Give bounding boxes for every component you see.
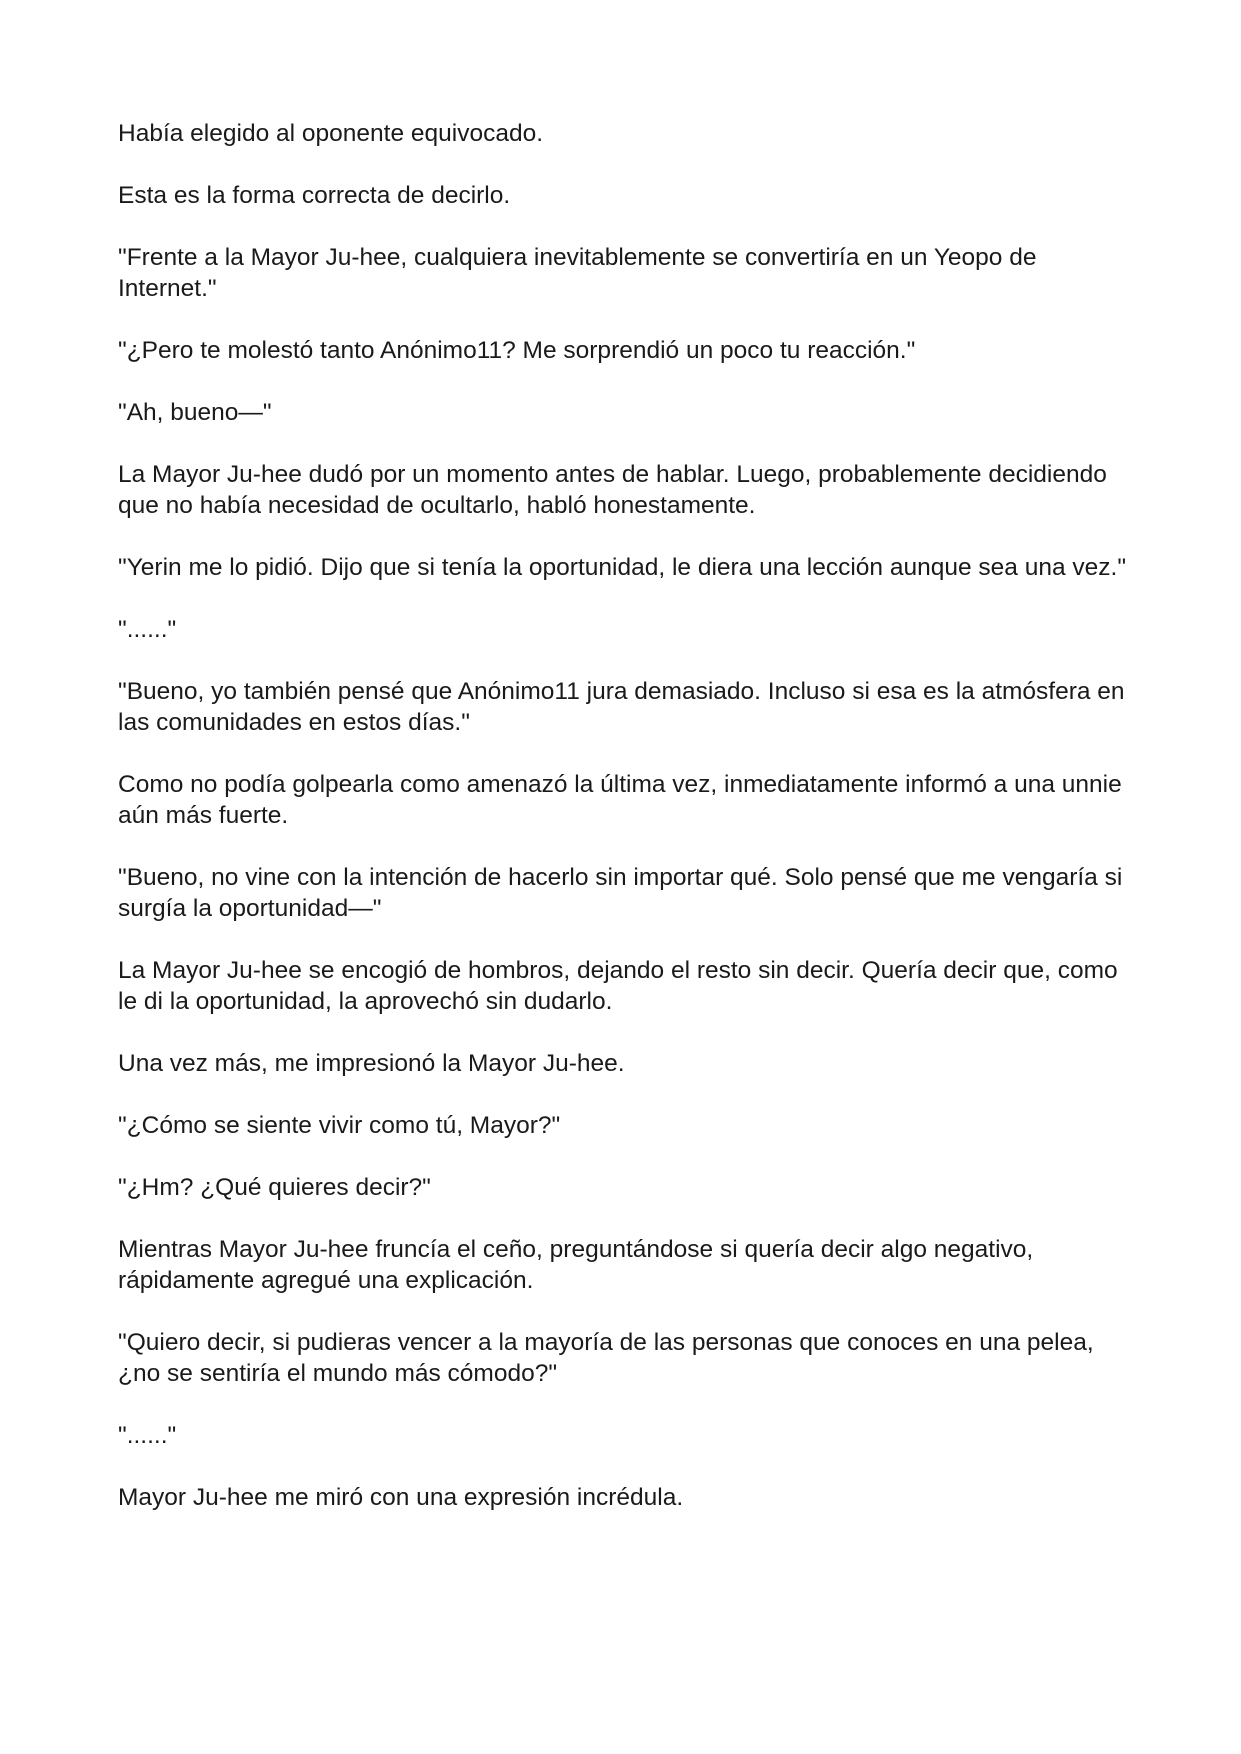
paragraph: "¿Cómo se siente vivir como tú, Mayor?" bbox=[118, 1112, 561, 1139]
paragraph: Como no podía golpearla como amenazó la última vez, inmediatamente informó a una unnie aún más fuerte. bbox=[118, 771, 1122, 829]
paragraph: La Mayor Ju-hee se encogió de hombros, dejando el resto sin decir. Quería decir que, como le di la oportunidad, la aprovechó sin dudarlo. bbox=[118, 957, 1118, 1015]
paragraph: La Mayor Ju-hee dudó por un momento antes de hablar. Luego, probablemente decidiendo que no había necesidad de ocultarlo, habló honestamente. bbox=[118, 461, 1107, 519]
body-text bbox=[118, 118, 1138, 1544]
paragraph: Mientras Mayor Ju-hee fruncía el ceño, preguntándose si quería decir algo negativo, rápidamente agregué una explicación. bbox=[118, 1236, 1034, 1294]
paragraph: "Yerin me lo pidió. Dijo que si tenía la oportunidad, le diera una lección aunque sea una vez." bbox=[118, 554, 1127, 581]
paragraph: "Frente a la Mayor Ju-hee, cualquiera inevitablemente se convertiría en un Yeopo de Internet." bbox=[118, 244, 1037, 302]
paragraph: Mayor Ju-hee me miró con una expresión incrédula. bbox=[118, 1484, 684, 1511]
paragraph: "Bueno, no vine con la intención de hacerlo sin importar qué. Solo pensé que me vengaría si surgía la oportunidad—" bbox=[118, 864, 1123, 922]
paragraph: Esta es la forma correcta de decirlo. bbox=[118, 182, 511, 209]
paragraph: "Quiero decir, si pudieras vencer a la mayoría de las personas que conoces en una pelea, ¿no se sentiría el mundo más cómodo?" bbox=[118, 1329, 1094, 1387]
paragraph: "Ah, bueno—" bbox=[118, 399, 272, 426]
paragraph: Una vez más, me impresionó la Mayor Ju-hee. bbox=[118, 1050, 625, 1077]
paragraph: "......" bbox=[118, 616, 177, 643]
paragraph: "......" bbox=[118, 1422, 177, 1449]
paragraph: Había elegido al oponente equivocado. bbox=[118, 120, 544, 147]
paragraph: "Bueno, yo también pensé que Anónimo11 jura demasiado. Incluso si esa es la atmósfera en las comunidades en estos días." bbox=[118, 678, 1125, 736]
paragraph: "¿Pero te molestó tanto Anónimo11? Me sorprendió un poco tu reacción." bbox=[118, 337, 916, 364]
paragraph: "¿Hm? ¿Qué quieres decir?" bbox=[118, 1174, 431, 1201]
